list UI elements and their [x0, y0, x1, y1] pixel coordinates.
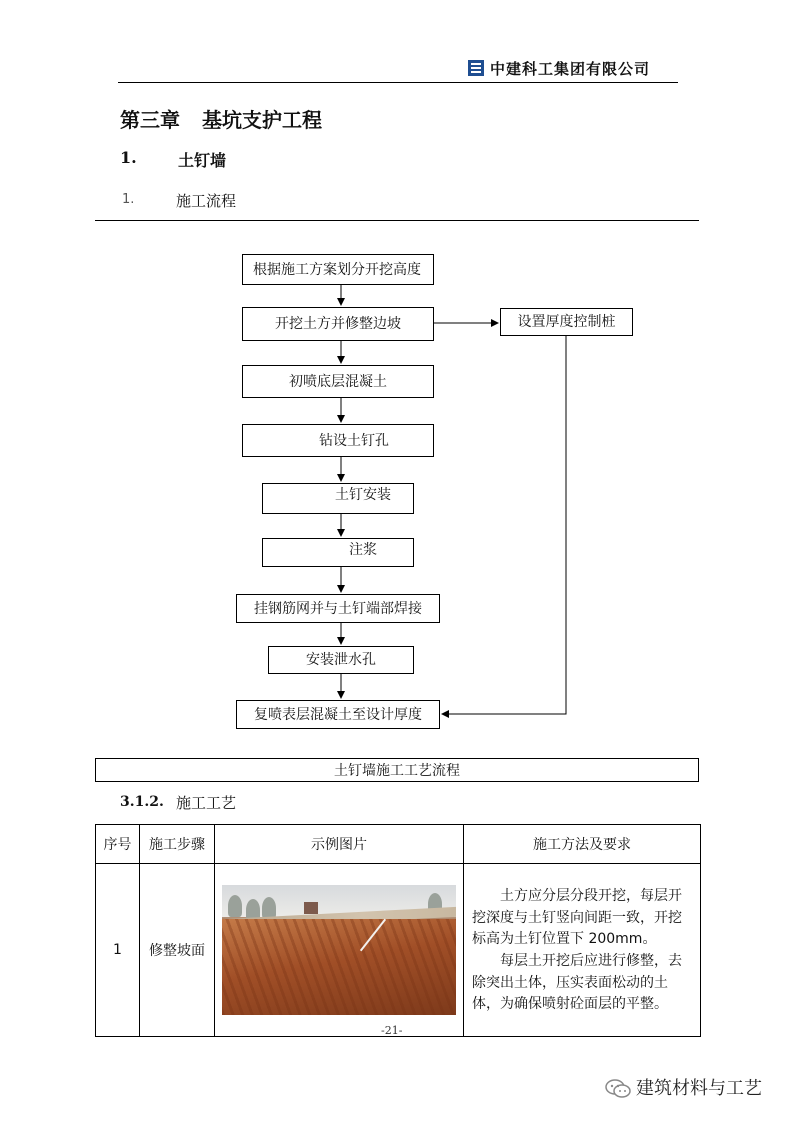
header-method: 施工方法及要求: [464, 825, 701, 864]
table-row: [96, 864, 701, 1037]
flow-step-9: 复喷表层混凝土至设计厚度: [236, 700, 440, 729]
flow-step-2: 开挖土方并修整边坡: [242, 307, 434, 341]
header-no: 序号: [96, 825, 140, 864]
table-header-row: [96, 825, 701, 864]
flow-step-4: 钻设土钉孔: [242, 424, 434, 457]
wechat-icon: [604, 1078, 632, 1100]
method-paragraph-1: 土方应分层分段开挖，每层开挖深度与土钉竖向间距一致，开挖标高为土钉位置下 200mm。: [472, 887, 682, 948]
section2-title: 施工工艺: [176, 794, 237, 812]
section-number: 1.: [120, 148, 137, 167]
method-paragraph-2: 每层土开挖后应进行修整，去除突出土体，压实表面松动的土体，为确保喷射砼面层的平整。: [472, 953, 682, 1013]
flow-side-step: 设置厚度控制桩: [500, 308, 633, 336]
page-number: -21-: [381, 1024, 403, 1037]
flow-step-6: 注浆: [262, 538, 414, 567]
row-no: 1: [96, 864, 140, 1037]
company-name: 中建科工集团有限公司: [490, 60, 651, 78]
flowchart-caption: 土钉墙施工工艺流程: [95, 758, 699, 782]
flow-step-1: 根据施工方案划分开挖高度: [242, 254, 434, 285]
arrow-side-9: [442, 336, 566, 714]
section-title: 土钉墙: [178, 151, 227, 170]
row-step: 修整坡面: [140, 864, 215, 1037]
flow-step-5: 土钉安装: [262, 483, 414, 514]
flow-step-8: 安装泄水孔: [268, 646, 414, 674]
subsection-title: 施工流程: [176, 192, 237, 210]
process-table: [95, 824, 701, 1037]
flow-step-3: 初喷底层混凝土: [242, 365, 434, 398]
subsection-number: 1.: [122, 192, 135, 207]
header-step: 施工步骤: [140, 825, 215, 864]
chapter-title: 基坑支护工程: [202, 108, 322, 132]
excavated-slope-photo: [222, 885, 456, 1015]
row-photo-cell: [215, 864, 464, 1037]
watermark-text: 建筑材料与工艺: [636, 1078, 762, 1099]
section2-number: 3.1.2.: [120, 794, 164, 810]
flow-step-7: 挂钢筋网并与土钉端部焊接: [236, 594, 440, 623]
row-method: [464, 864, 701, 1037]
header-photo: 示例图片: [215, 825, 464, 864]
chapter-label: 第三章: [120, 108, 180, 132]
